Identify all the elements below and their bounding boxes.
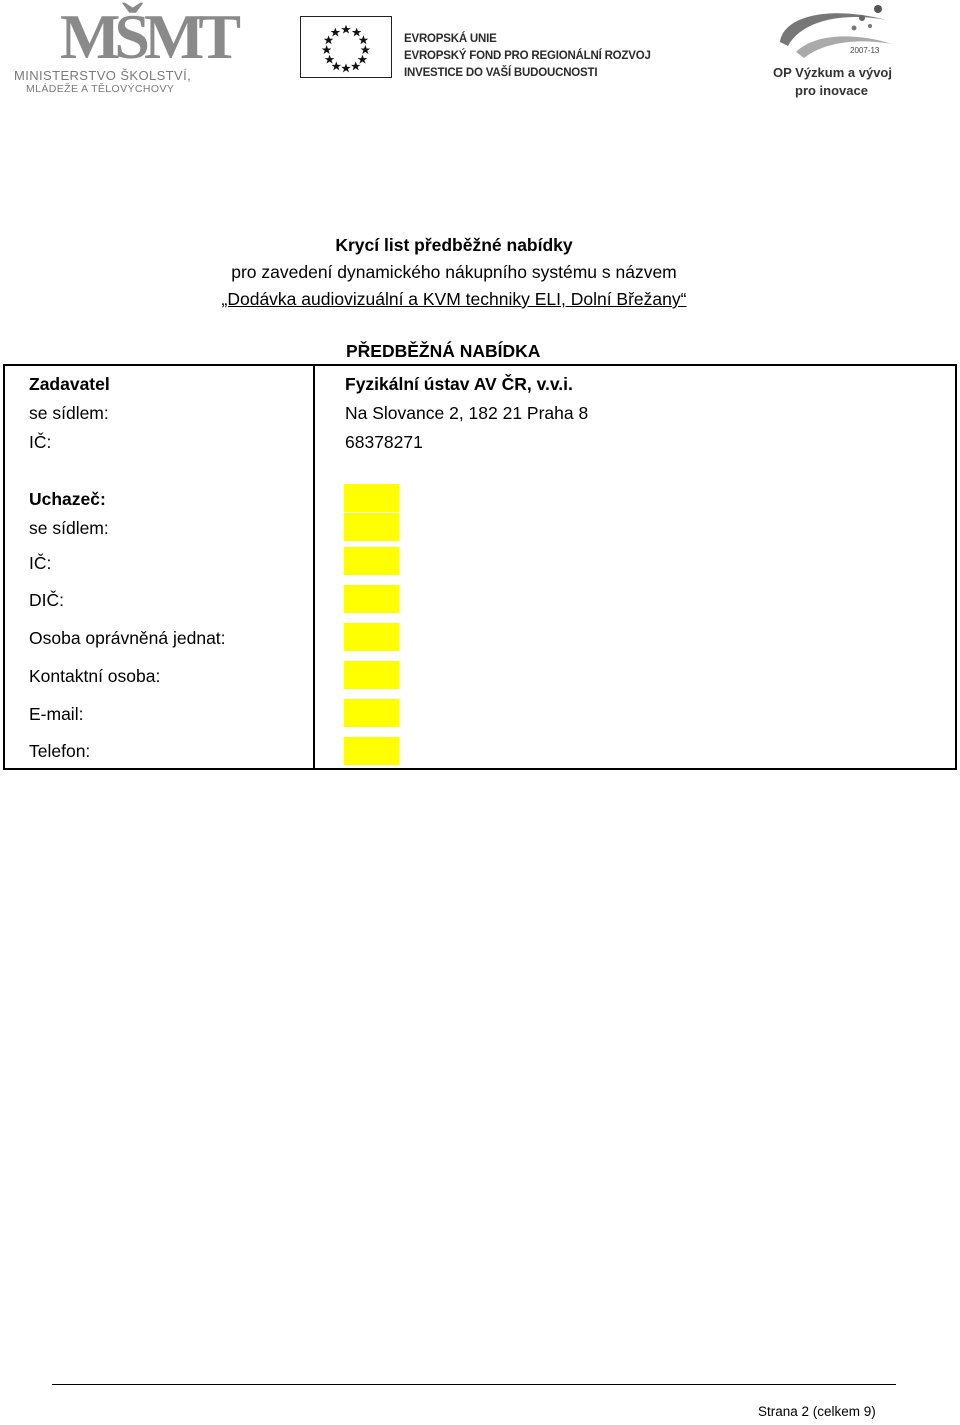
offer-heading: PŘEDBĚŽNÁ NABÍDKA [346, 341, 541, 361]
footer-rule [52, 1384, 896, 1385]
op-logo-line1: OP Výzkum a vývoj [773, 65, 892, 80]
msmt-logo-line1: MINISTERSTVO ŠKOLSTVÍ, [14, 68, 192, 83]
document-title [0, 232, 908, 313]
msmt-mark-icon [60, 1, 236, 72]
uchazec-seat-input[interactable] [344, 513, 399, 541]
eu-logo-line1: EVROPSKÁ UNIE [404, 33, 497, 45]
title-line-2: pro zavedení dynamického nákupního systému s názvem [231, 262, 677, 282]
zadavatel-ico-value: 68378271 [345, 432, 423, 452]
page-number: Strana 2 (celkem 9) [758, 1404, 876, 1419]
msmt-logo-line2: MLÁDEŽE A TĚLOVÝCHOVY [26, 83, 175, 95]
eu-flag-icon [300, 16, 392, 78]
uchazec-phone-label: Telefon: [29, 741, 91, 761]
eu-logo [300, 16, 660, 82]
uchazec-contact-person-label: Kontaktní osoba: [29, 666, 161, 686]
zadavatel-seat-label: se sídlem: [29, 403, 109, 423]
uchazec-email-label: E-mail: [29, 704, 84, 724]
title-line-1: Krycí list předběžné nabídky [335, 235, 573, 255]
uchazec-contact-person-input[interactable] [344, 661, 399, 689]
eu-logo-line3: INVESTICE DO VAŠÍ BUDOUCNOSTI [404, 67, 598, 79]
uchazec-authorized-person-label: Osoba oprávněná jednat: [29, 628, 226, 648]
uchazec-dic-label: DIČ: [29, 590, 64, 610]
msmt-mark-text: MŠMT [60, 1, 236, 72]
uchazec-name-input[interactable] [344, 484, 399, 512]
zadavatel-seat-value: Na Slovance 2, 182 21 Praha 8 [345, 403, 589, 423]
zadavatel-ico-label: IČ: [29, 432, 52, 452]
uchazec-phone-input[interactable] [344, 737, 399, 765]
op-vavpi-logo [766, 2, 906, 98]
uchazec-email-input[interactable] [344, 699, 399, 727]
eu-logo-line2: EVROPSKÝ FOND PRO REGIONÁLNÍ ROZVOJ [404, 50, 651, 62]
form-column-divider [313, 366, 315, 768]
uchazec-dic-input[interactable] [344, 585, 399, 613]
zadavatel-value: Fyzikální ústav AV ČR, v.v.i. [345, 374, 573, 394]
offer-form-table [3, 364, 957, 770]
title-line-3: „Dodávka audiovizuální a KVM techniky ELI, Dolní Břežany“ [221, 289, 687, 309]
uchazec-ico-label: IČ: [29, 553, 52, 573]
op-logo-years: 2007-13 [850, 46, 880, 55]
uchazec-authorized-person-input[interactable] [344, 623, 399, 651]
zadavatel-label: Zadavatel [29, 374, 110, 394]
uchazec-ico-input[interactable] [344, 547, 399, 575]
msmt-logo [12, 1, 236, 95]
uchazec-label: Uchazeč: [29, 489, 106, 509]
uchazec-seat-label: se sídlem: [29, 518, 109, 538]
op-swoosh-icon [774, 2, 896, 66]
op-logo-line2: pro inovace [795, 83, 868, 98]
